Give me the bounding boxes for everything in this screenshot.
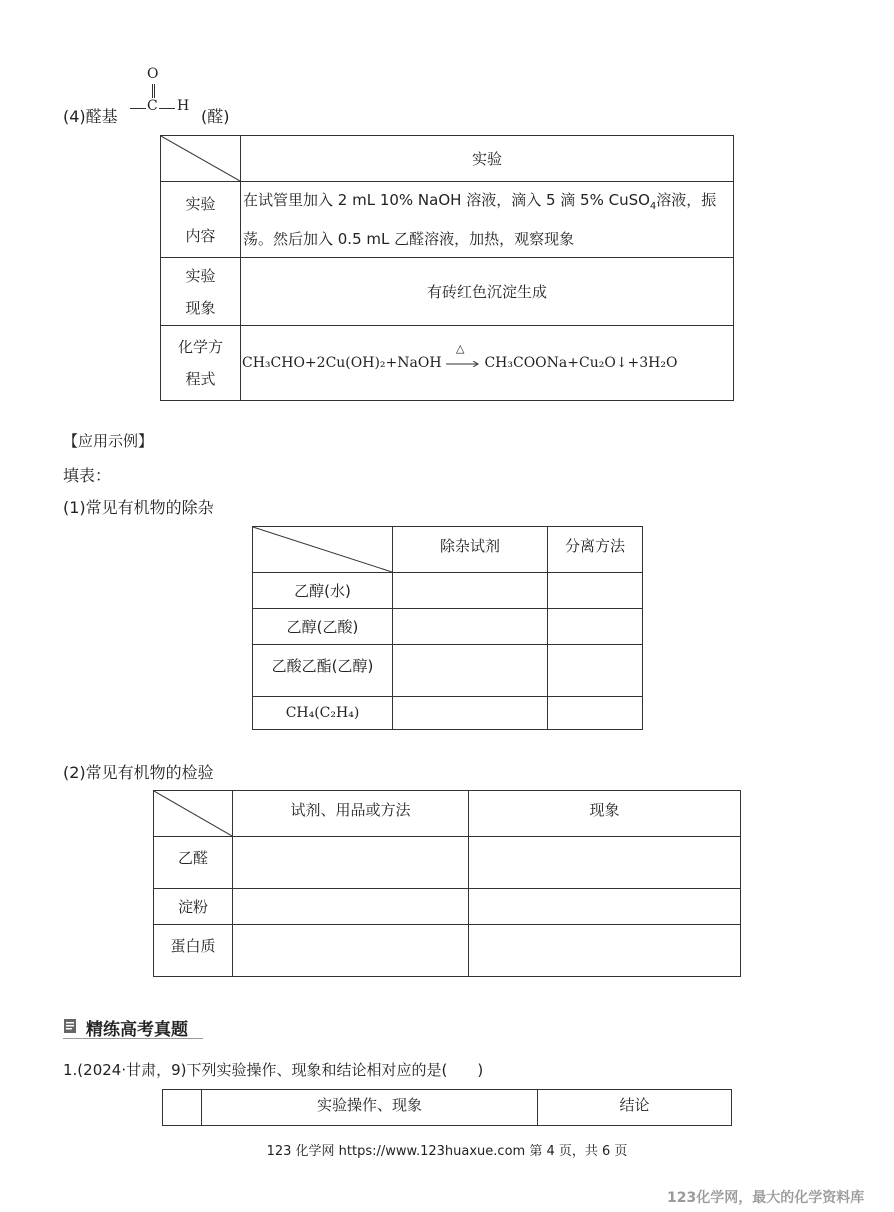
subheading-detection: (2)常见有机物的检验 — [63, 763, 214, 782]
left-bond — [130, 108, 146, 109]
header-method: 分离方法 — [548, 527, 643, 573]
row-label: CH₄(C₂H₄) — [253, 697, 393, 730]
empty-cell — [393, 645, 548, 697]
experiment-phenomenon: 有砖红色沉淀生成 — [241, 258, 734, 326]
empty-cell — [393, 573, 548, 609]
heat-arrow: △ — [446, 356, 480, 370]
experiment-content: 在试管里加入 2 mL 10% NaOH 溶液，滴入 5 滴 5% CuSO$_4$溶液，振 荡。然后加入 0.5 mL 乙醛溶液，加热，观察现象 — [241, 182, 734, 258]
question-text: 1.(2024·甘肃，9)下列实验操作、现象和结论相对应的是( ) — [63, 1061, 484, 1079]
aldehyde-structure — [128, 66, 198, 116]
row-label-phenomenon: 实验 现象 — [161, 258, 241, 326]
empty-cell — [233, 925, 469, 977]
empty-cell — [469, 837, 741, 889]
row-label: 乙酸乙酯(乙醇) — [253, 645, 393, 697]
section-underline — [63, 1038, 203, 1039]
carbon-atom: C — [147, 98, 158, 114]
header-phenomenon: 现象 — [469, 791, 741, 837]
diagonal-header-cell — [253, 527, 393, 573]
header-operation: 实验操作、现象 — [202, 1090, 538, 1126]
diagonal-header-cell — [154, 791, 233, 837]
subheading-purification: (1)常见有机物的除杂 — [63, 498, 214, 517]
empty-cell — [233, 837, 469, 889]
empty-cell — [393, 697, 548, 730]
aldehyde-label: (4)醛基 — [63, 107, 118, 126]
header-reagent: 试剂、用品或方法 — [233, 791, 469, 837]
row-label: 淀粉 — [154, 889, 233, 925]
page-footer: 123 化学网 https://www.123huaxue.com 第 4 页，共 6 页 — [266, 1144, 628, 1159]
document-icon — [63, 1018, 79, 1034]
oxygen-atom: O — [147, 66, 159, 82]
experiment-header: 实验 — [241, 136, 734, 182]
empty-cell — [469, 889, 741, 925]
section-apply: 【应用示例】 — [63, 432, 154, 450]
header-conclusion: 结论 — [538, 1090, 732, 1126]
hydrogen-atom: H — [177, 98, 190, 114]
row-label: 蛋白质 — [154, 925, 233, 977]
row-label-equation: 化学方 程式 — [161, 326, 241, 401]
detection-table — [153, 790, 741, 977]
row-label: 乙醇(水) — [253, 573, 393, 609]
row-label-content: 实验 内容 — [161, 182, 241, 258]
empty-cell — [233, 889, 469, 925]
row-label: 乙醛 — [154, 837, 233, 889]
diagonal-header-cell — [161, 136, 241, 182]
experiment-table — [160, 135, 734, 401]
section-title: 精练高考真题 — [86, 1020, 188, 1040]
fill-table-label: 填表： — [63, 466, 112, 485]
question-table — [162, 1089, 732, 1126]
empty-cell — [548, 645, 643, 697]
row-label: 乙醇(乙酸) — [253, 609, 393, 645]
purification-table — [252, 526, 643, 730]
chemical-equation: CH₃CHO+2Cu(OH)₂+NaOH △ CH₃COONa+Cu₂O↓+3H₂O — [241, 326, 734, 401]
aldehyde-suffix: (醛) — [201, 107, 230, 126]
empty-cell — [469, 925, 741, 977]
empty-cell — [548, 573, 643, 609]
empty-cell — [548, 609, 643, 645]
double-bond — [152, 84, 155, 98]
empty-cell — [163, 1090, 202, 1126]
watermark: 123化学网，最大的化学资料库 — [667, 1190, 865, 1206]
empty-cell — [548, 697, 643, 730]
right-bond — [159, 108, 175, 109]
empty-cell — [393, 609, 548, 645]
header-reagent: 除杂试剂 — [393, 527, 548, 573]
